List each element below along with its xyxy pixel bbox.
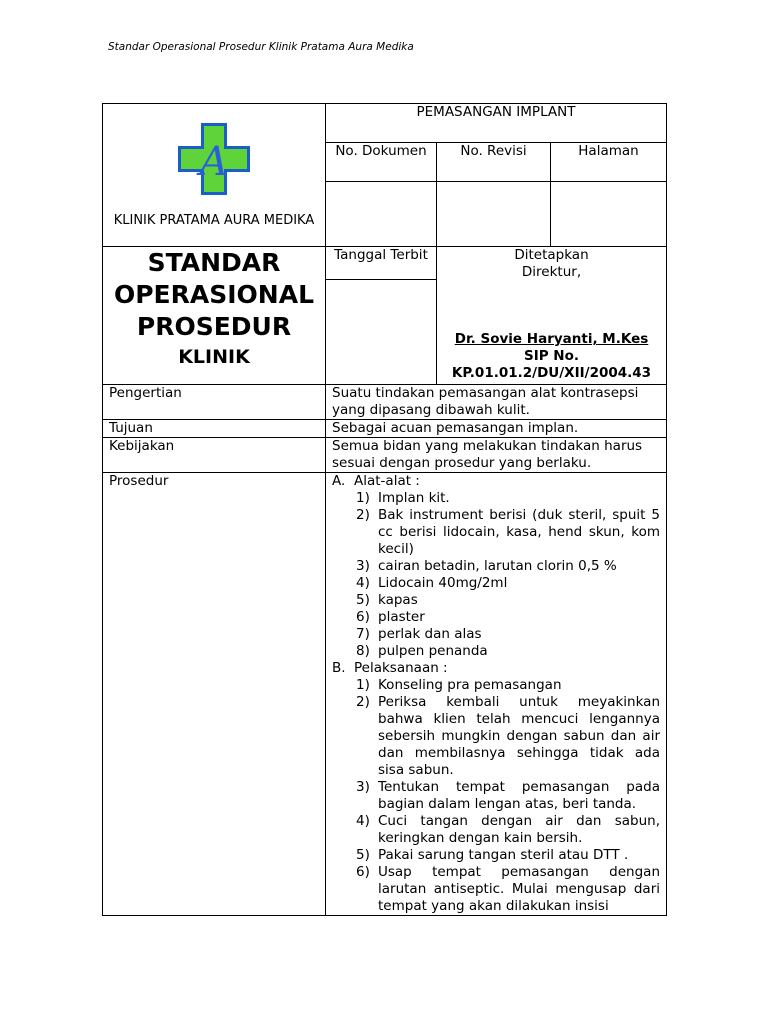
list-item-number: 1)	[356, 490, 370, 506]
list-item	[332, 694, 660, 779]
tanggal-terbit-label: Tanggal Terbit	[326, 247, 437, 280]
sop-heading-line2: OPERASIONAL	[113, 280, 314, 309]
tanggal-terbit-value	[326, 280, 437, 385]
kebijakan-text: Semua bidan yang melakukan tindakan harus sesuai dengan prosedur yang berlaku.	[326, 438, 667, 473]
list-item-number: 7)	[356, 626, 370, 642]
list-item-text: kapas	[378, 592, 418, 608]
ditetapkan-cell	[437, 247, 667, 385]
sop-table	[102, 103, 667, 916]
header-halaman: Halaman	[551, 142, 667, 182]
header-no-dokumen: No. Dokumen	[326, 142, 437, 182]
list-item-number: 8)	[356, 643, 370, 659]
sip-label: SIP No.	[523, 348, 580, 364]
section-alat	[332, 473, 660, 490]
list-item-number: 1)	[356, 677, 370, 693]
list-item-number: 4)	[356, 575, 370, 591]
list-item-number: 5)	[356, 847, 370, 863]
pelaksanaan-list	[332, 677, 660, 915]
list-item-text: Cuci tangan dengan air dan sabun, keringkan dengan kain bersih.	[378, 813, 660, 846]
pengertian-text: Suatu tindakan pemasangan alat kontrasepsi yang dipasang dibawah kulit.	[326, 385, 667, 420]
list-item	[332, 575, 660, 592]
list-item-number: 3)	[356, 558, 370, 574]
list-item-number: 2)	[356, 507, 370, 523]
list-item	[332, 864, 660, 915]
sop-heading-line3: PROSEDUR	[136, 312, 292, 341]
clinic-logo	[176, 121, 252, 197]
prosedur-content	[326, 473, 667, 916]
section-pelaksanaan	[332, 660, 660, 677]
list-item	[332, 592, 660, 609]
list-item	[332, 626, 660, 643]
list-item	[332, 490, 660, 507]
prosedur-sections-b	[332, 660, 660, 677]
section-marker: B.	[332, 660, 346, 676]
prosedur-label: Prosedur	[103, 473, 326, 916]
pengertian-label: Pengertian	[103, 385, 326, 420]
signer-name: Dr. Sovie Haryanti, M.Kes	[454, 331, 649, 347]
list-item-text: pulpen penanda	[378, 643, 488, 659]
section-marker: A.	[332, 473, 346, 489]
list-item-text: Konseling pra pemasangan	[378, 677, 562, 693]
sop-heading	[103, 247, 326, 385]
list-item	[332, 779, 660, 813]
value-no-dokumen	[326, 182, 437, 247]
list-item-text: perlak dan alas	[378, 626, 482, 642]
value-halaman	[551, 182, 667, 247]
sop-heading-line1: STANDAR	[147, 248, 281, 277]
list-item-text: Bak instrument berisi (duk steril, spuit 5 cc berisi lidocain, kasa, hend skun, kom kecil)	[378, 507, 660, 557]
list-item-text: cairan betadin, larutan clorin 0,5 %	[378, 558, 617, 574]
list-item-text: Lidocain 40mg/2ml	[378, 575, 508, 591]
list-item-number: 4)	[356, 813, 370, 829]
list-item-number: 5)	[356, 592, 370, 608]
list-item-text: Tentukan tempat pemasangan pada bagian dalam lengan atas, beri tanda.	[378, 779, 660, 812]
list-item	[332, 847, 660, 864]
prosedur-sections	[332, 473, 660, 490]
list-item-text: plaster	[378, 609, 425, 625]
page-header: Standar Operasional Prosedur Klinik Pratama Aura Medika	[108, 41, 414, 53]
list-item	[332, 609, 660, 626]
list-item-text: Implan kit.	[378, 490, 450, 506]
list-item	[332, 643, 660, 660]
list-item	[332, 813, 660, 847]
section-title: Alat-alat :	[354, 473, 420, 489]
logo-letter: A	[199, 139, 229, 185]
list-item-text: Usap tempat pemasangan dengan larutan antiseptic. Mulai mengusap dari tempat yang akan dilakukan insisi	[378, 864, 660, 914]
sip-number: KP.01.01.2/DU/XII/2004.43	[451, 365, 652, 381]
tujuan-label: Tujuan	[103, 420, 326, 438]
list-item	[332, 507, 660, 558]
list-item	[332, 558, 660, 575]
alat-list	[332, 490, 660, 660]
list-item-number: 2)	[356, 694, 370, 710]
section-title: Pelaksanaan :	[354, 660, 448, 676]
list-item-number: 3)	[356, 779, 370, 795]
sop-heading-line4: KLINIK	[178, 346, 250, 368]
value-no-revisi	[437, 182, 551, 247]
signature-block	[437, 331, 666, 382]
header-no-revisi: No. Revisi	[437, 142, 551, 182]
list-item	[332, 677, 660, 694]
list-item-text: Periksa kembali untuk meyakinkan bahwa klien telah mencuci lengannya sebersih mungkin dengan sabun dan air dan membilasnya sehingga tidak ada sisa sabun.	[378, 694, 660, 778]
list-item-number: 6)	[356, 609, 370, 625]
ditetapkan-label: Ditetapkan	[514, 247, 589, 263]
list-item-number: 6)	[356, 864, 370, 880]
list-item-text: Pakai sarung tangan steril atau DTT .	[378, 847, 629, 863]
tujuan-text: Sebagai acuan pemasangan implan.	[326, 420, 667, 438]
clinic-name: KLINIK PRATAMA AURA MEDIKA	[113, 213, 315, 228]
kebijakan-label: Kebijakan	[103, 438, 326, 473]
direktur-label: Direktur,	[521, 264, 582, 280]
clinic-logo-cell	[103, 104, 326, 247]
document-title: PEMASANGAN IMPLANT	[326, 104, 667, 143]
